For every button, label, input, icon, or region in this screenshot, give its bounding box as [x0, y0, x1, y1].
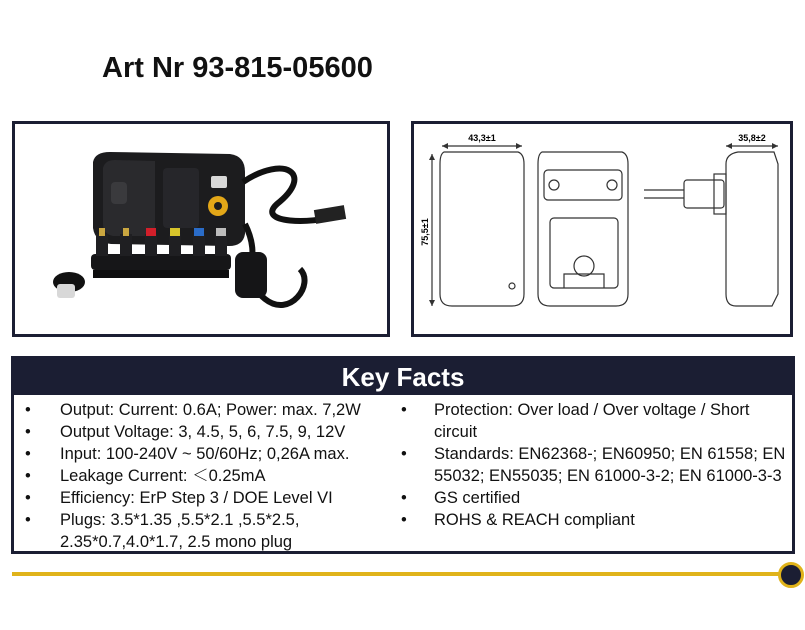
list-item: • Output Voltage: 3, 4.5, 5, 6, 7.5, 9, 12V	[14, 421, 401, 443]
power-adapter-illustration	[15, 124, 387, 334]
depth-dimension-label: 35,8±2	[738, 133, 766, 143]
list-item: • Protection: Over load / Over voltage / Short circuit	[401, 399, 786, 443]
width-dimension-label: 43,3±1	[468, 133, 496, 143]
dimension-drawing	[414, 124, 790, 334]
list-item: • GS certified	[401, 487, 786, 509]
list-item: • Plugs: 3.5*1.35 ,5.5*2.1 ,5.5*2.5, 2.35*0.7,4.0*1.7, 2.5 mono plug	[14, 509, 401, 553]
key-facts-right-list	[401, 399, 786, 553]
key-facts-heading: Key Facts	[14, 359, 792, 395]
key-facts-panel	[11, 356, 795, 554]
product-photo	[12, 121, 390, 337]
list-item: • Leakage Current: ＜0.25mA	[14, 465, 401, 487]
height-dimension-label: 75,5±1	[420, 218, 430, 246]
page-title: Art Nr 93-815-05600	[102, 52, 373, 84]
technical-drawing	[411, 121, 793, 337]
list-item: • Output: Current: 0.6A; Power: max. 7,2W	[14, 399, 401, 421]
key-facts-left-list	[14, 399, 401, 553]
list-item: • Input: 100-240V ~ 50/60Hz; 0,26A max.	[14, 443, 401, 465]
list-item: • ROHS & REACH compliant	[401, 509, 786, 531]
list-item: • Efficiency: ErP Step 3 / DOE Level VI	[14, 487, 401, 509]
footer-rule	[12, 572, 790, 576]
list-item: • Standards: EN62368-; EN60950; EN 61558; EN 55032; EN55035; EN 61000-3-2; EN 61000-3-3	[401, 443, 786, 487]
footer-dot	[778, 562, 804, 588]
